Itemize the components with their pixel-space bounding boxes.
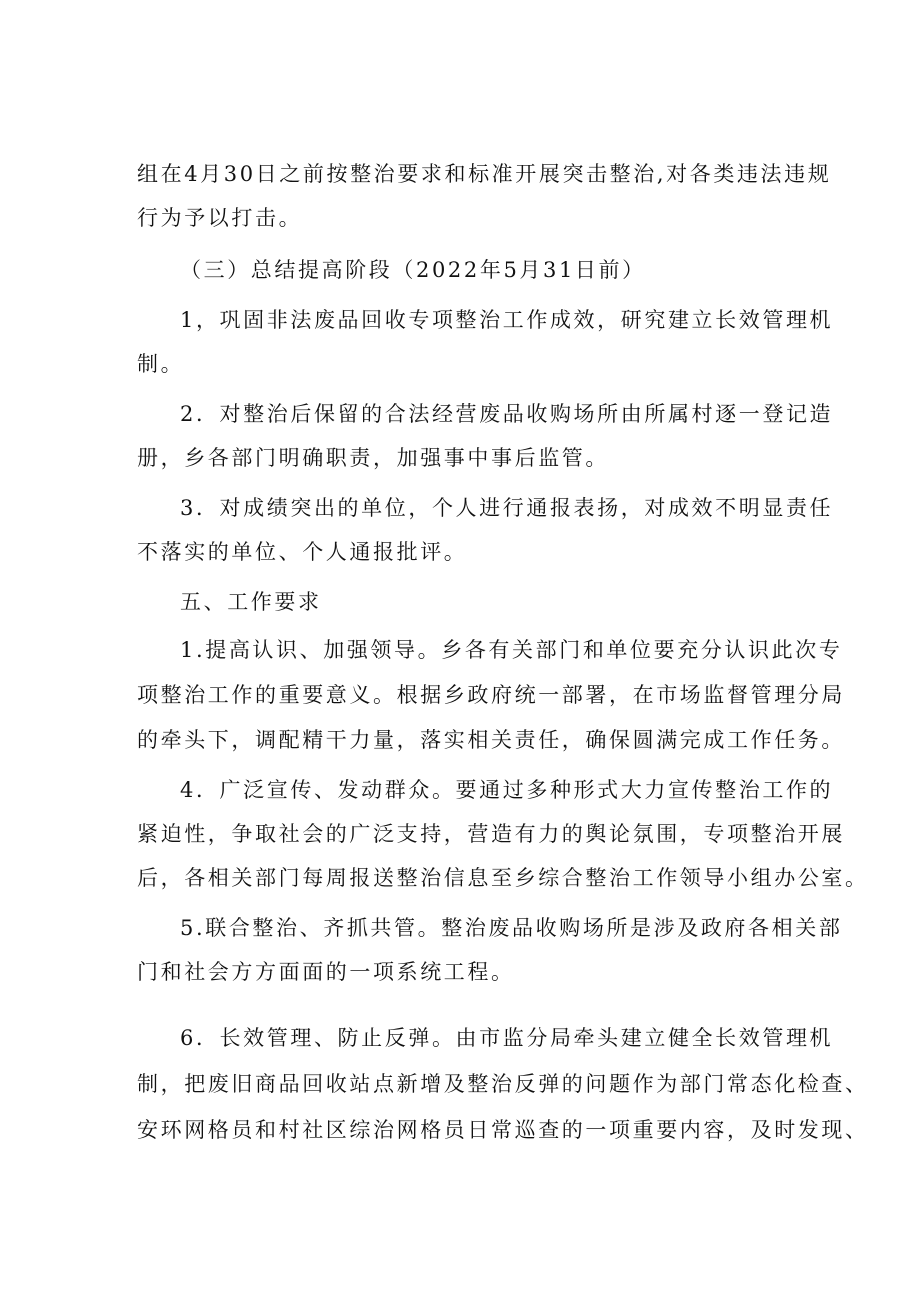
paragraph-line: 紧迫性，争取社会的广泛支持，营造有力的舆论氛围，专项整治开展 bbox=[137, 822, 845, 846]
paragraph-line: 行为予以打击。 bbox=[137, 206, 303, 230]
paragraph-line: 门和社会方方面面的一项系统工程。 bbox=[137, 960, 515, 984]
list-item-line: 1，巩固非法废品回收专项整治工作成效，研究建立长效管理机 bbox=[180, 308, 834, 332]
list-item-line: 不落实的单位、个人通报批评。 bbox=[137, 540, 468, 564]
paragraph-line: 的牵头下，调配精干力量，落实相关责任，确保圆满完成工作任务。 bbox=[137, 728, 845, 752]
list-item-line: 2．对整治后保留的合法经营废品收购场所由所属村逐一登记造 bbox=[180, 402, 834, 426]
paragraph-line: 5.联合整治、齐抓共管。整治废品收购场所是涉及政府各相关部 bbox=[180, 916, 843, 940]
paragraph-line: 制，把废旧商品回收站点新增及整治反弹的问题作为部门常态化检查、 bbox=[137, 1072, 869, 1096]
paragraph-line: 安环网格员和村社区综治网格员日常巡查的一项重要内容，及时发现、 bbox=[137, 1118, 869, 1142]
paragraph-line: 6．长效管理、防止反弹。由市监分局牵头建立健全长效管理机 bbox=[180, 1026, 834, 1050]
paragraph-line: 4．广泛宣传、发动群众。要通过多种形式大力宣传整治工作的 bbox=[180, 778, 834, 802]
paragraph-line: 组在4月30日之前按整治要求和标准开展突击整治,对各类违法违规 bbox=[137, 162, 832, 186]
paragraph-line: 1.提高认识、加强领导。乡各有关部门和单位要充分认识此次专 bbox=[180, 638, 843, 662]
list-item-line: 册，乡各部门明确职责，加强事中事后监管。 bbox=[137, 446, 609, 470]
list-item-line: 制。 bbox=[137, 352, 185, 376]
section-heading: 五、工作要求 bbox=[180, 590, 322, 614]
section-heading: （三）总结提高阶段（2022年5月31日前） bbox=[180, 258, 646, 282]
paragraph-line: 后，各相关部门每周报送整治信息至乡综合整治工作领导小组办公室。 bbox=[137, 866, 869, 890]
paragraph-line: 项整治工作的重要意义。根据乡政府统一部署，在市场监督管理分局 bbox=[137, 683, 845, 707]
list-item-line: 3．对成绩突出的单位，个人进行通报表扬，对成效不明显责任 bbox=[180, 496, 834, 520]
